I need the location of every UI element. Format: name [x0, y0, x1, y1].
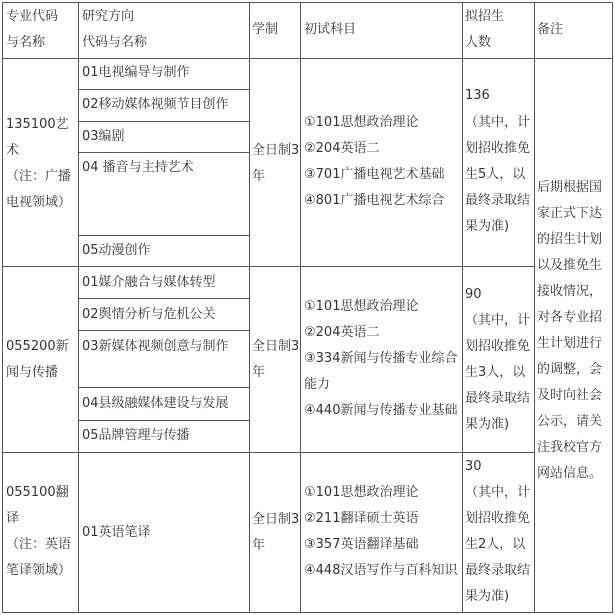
- row1-quota-number: 136: [465, 88, 490, 103]
- table-border: [2, 452, 535, 453]
- row2-exam-4: ④440新闻与传播专业基础: [304, 403, 458, 418]
- table-border: [300, 2, 301, 613]
- row1-quota-note: （其中，计 划招收推免 生5人，以 最终录取结 果为准): [465, 115, 531, 234]
- table-border: [2, 2, 613, 3]
- row2-major: 055200新 闻与传播: [6, 339, 69, 380]
- row3-exam-4: ④448汉语写作与百科知识: [304, 563, 458, 578]
- row2-direction-2: 02舆情分析与危机公关: [82, 307, 216, 322]
- row1-exam-2: ②204英语二: [304, 141, 380, 156]
- table-border: [2, 58, 613, 59]
- table-border: [78, 2, 79, 613]
- row2-quota-number: 90: [465, 287, 482, 302]
- header-major: 专业代码 与名称: [6, 9, 59, 50]
- row2-direction-4: 04县级融媒体建设与发展: [82, 396, 229, 411]
- table-border: [2, 2, 3, 613]
- header-note: 备注: [537, 22, 564, 37]
- row3-system: 全日制3 年: [252, 512, 300, 553]
- row1-direction-1: 01电视编导与制作: [82, 65, 190, 80]
- row1-major: 135100艺 术 （注：广播 电视领域）: [6, 117, 72, 210]
- row3-exam-2: ②211翻译硕士英语: [304, 511, 419, 526]
- row3-major: 055100翻 译 （注：英语 笔译领域）: [6, 485, 72, 578]
- table-border: [78, 89, 250, 90]
- table-border: [78, 387, 250, 388]
- row1-direction-3: 03编剧: [82, 129, 125, 144]
- table-border: [462, 2, 463, 613]
- header-exam: 初试科目: [304, 22, 357, 37]
- header-direction: 研究方向 代码与名称: [82, 9, 148, 50]
- row3-quota-note: （其中，计 划招收推免 生2人，以 最终录取结 果为准): [465, 485, 531, 604]
- table-border: [534, 2, 535, 613]
- row2-system: 全日制3 年: [252, 339, 300, 380]
- row2-direction-3: 03新媒体视频创意与制作: [82, 339, 229, 354]
- table-border: [249, 2, 250, 613]
- row2-exam-2: ②204英语二: [304, 325, 380, 340]
- table-border: [78, 235, 250, 236]
- row1-exam-1: ①101思想政治理论: [304, 115, 419, 130]
- row1-direction-2: 02移动媒体视频节目创作: [82, 97, 229, 112]
- row3-exam-1: ①101思想政治理论: [304, 485, 419, 500]
- row1-exam-4: ④801广播电视艺术综合: [304, 193, 445, 208]
- header-quota: 拟招生 人数: [465, 9, 505, 50]
- note-text: 后期根据国 家正式下达 的招生计划 以及推免生 接收情况， 对各专业招 生计划进行 的调整，会 及时向社会 公示，请关 注我校官方 网站信息。: [537, 180, 603, 481]
- header-system: 学制: [252, 22, 279, 37]
- table-border: [612, 2, 613, 613]
- table-border: [78, 420, 250, 421]
- table-border: [78, 298, 250, 299]
- table-border: [78, 121, 250, 122]
- row3-direction-1: 01英语笔译: [82, 525, 151, 540]
- table-border: [78, 330, 250, 331]
- row1-direction-5: 05动漫创作: [82, 243, 151, 258]
- row2-exam-3: ③334新闻与传播专业综合 能力: [304, 351, 458, 392]
- row1-exam-3: ③701广播电视艺术基础: [304, 167, 445, 182]
- row3-exam-3: ③357英语翻译基础: [304, 537, 419, 552]
- table-border: [2, 266, 535, 267]
- row2-quota-note: （其中，计 划招收推免 生3人，以 最终录取结 果为准): [465, 313, 531, 432]
- row2-direction-1: 01媒介融合与媒体转型: [82, 275, 216, 290]
- row1-system: 全日制3 年: [252, 143, 300, 184]
- row2-direction-5: 05品牌管理与传播: [82, 428, 190, 443]
- row3-quota-number: 30: [465, 459, 482, 474]
- table-border: [2, 612, 613, 613]
- row2-exam-1: ①101思想政治理论: [304, 299, 419, 314]
- row1-direction-4: 04 播音与主持艺术: [82, 160, 194, 175]
- table-border: [78, 152, 250, 153]
